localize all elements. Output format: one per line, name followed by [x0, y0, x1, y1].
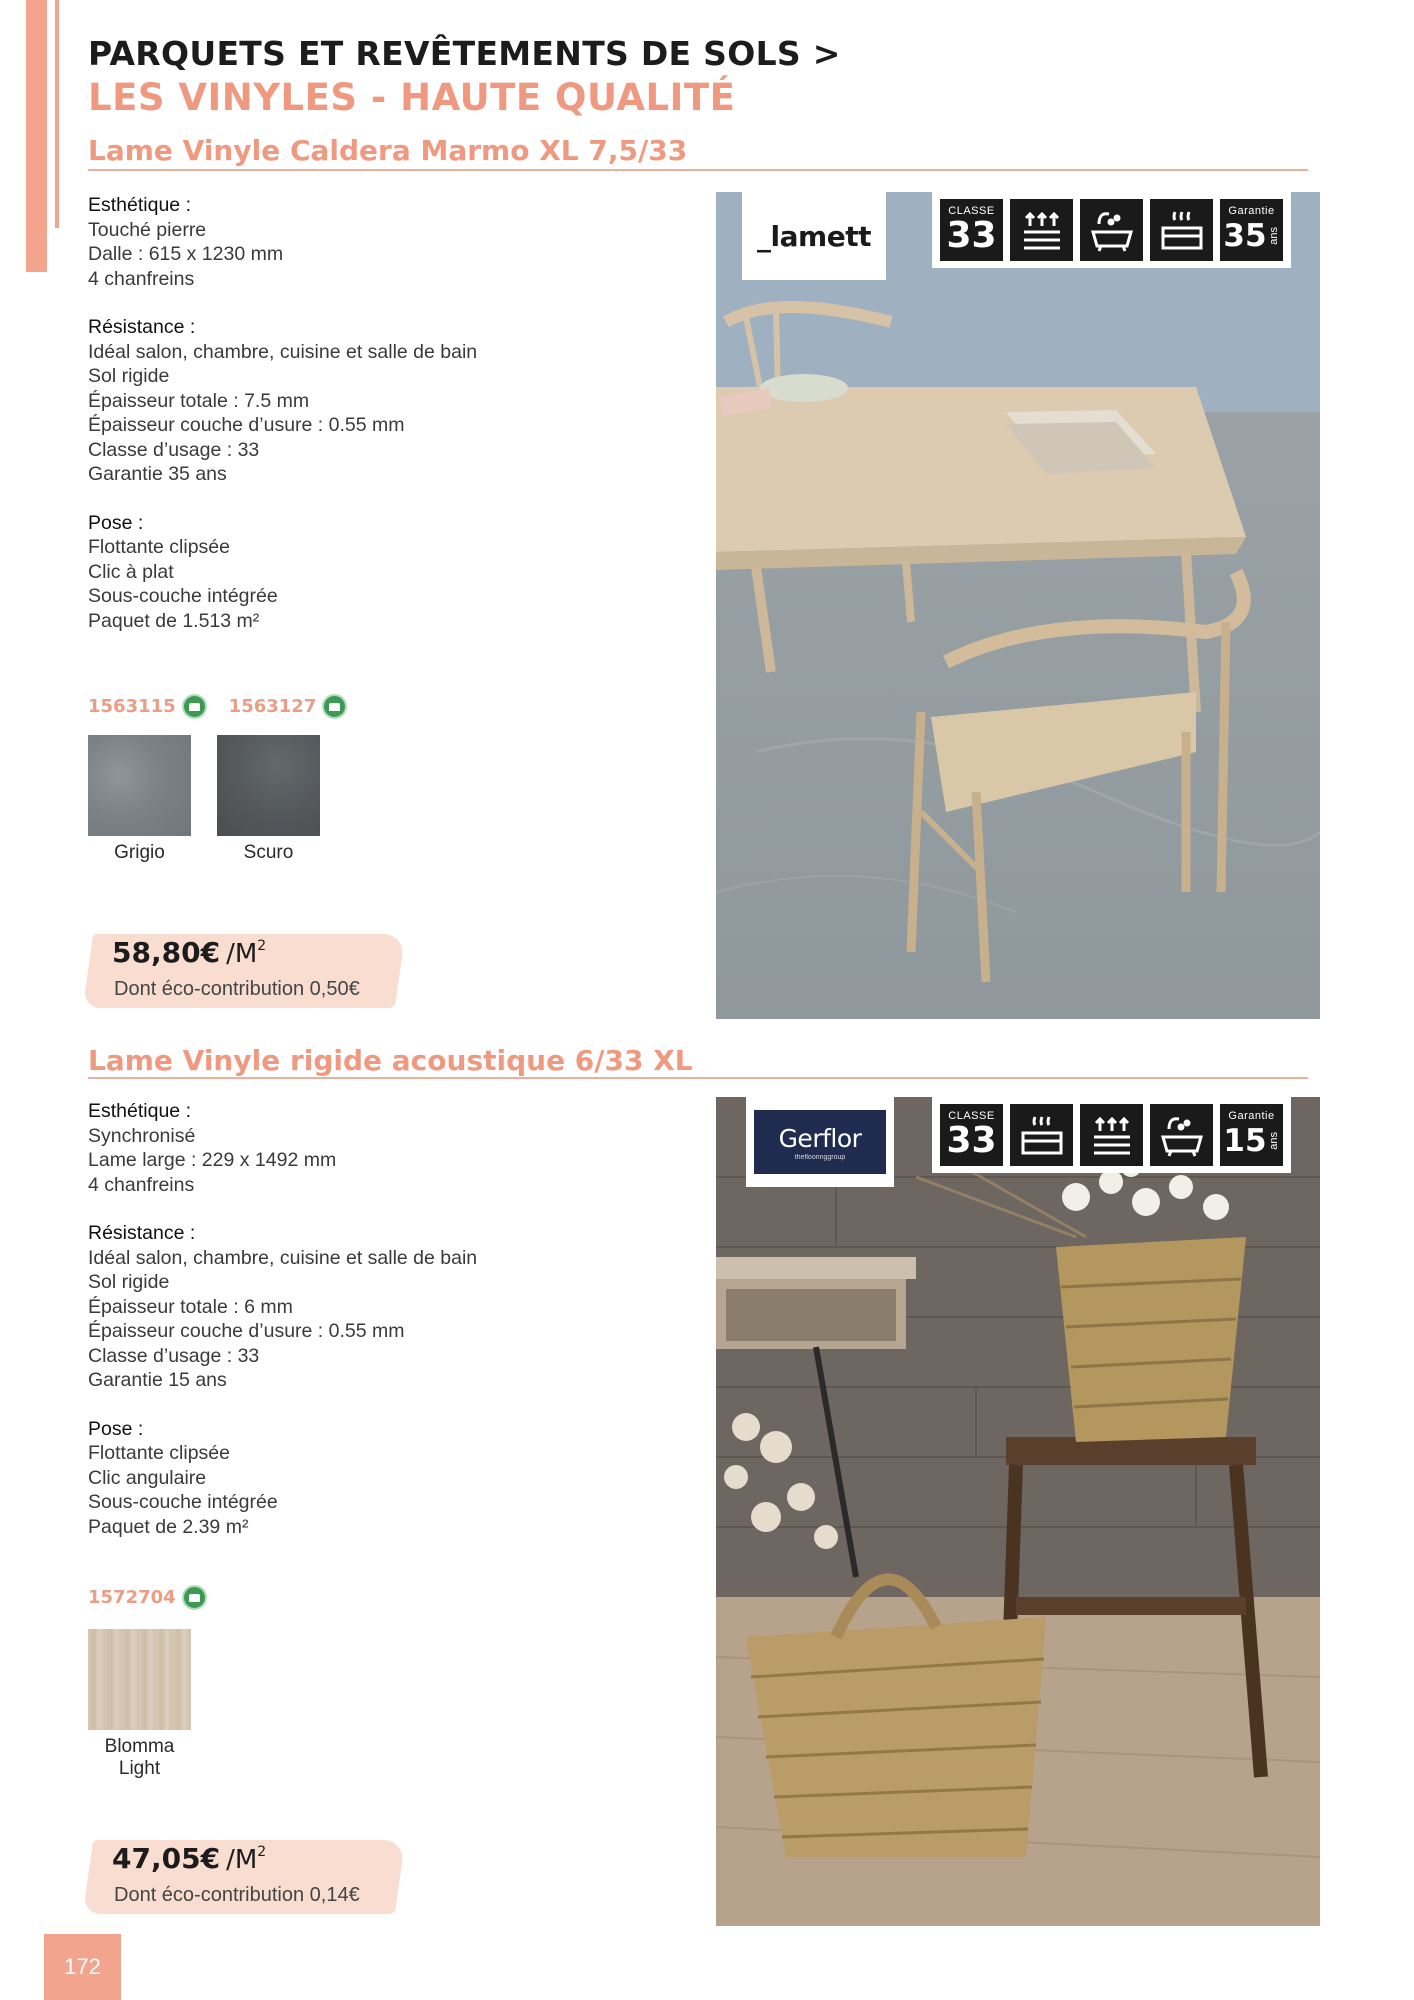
spec-line: Idéal salon, chambre, cuisine et salle de bain [88, 340, 478, 363]
swatch-blomma-light[interactable] [88, 1629, 191, 1780]
title-divider [88, 169, 1308, 171]
spec-line: Classe d’usage : 33 [88, 438, 260, 461]
spec-line: Sous-couche intégrée [88, 1491, 278, 1513]
eco-contribution: Dont éco-contribution 0,14€ [114, 1884, 360, 1906]
spec-line: Synchronisé [88, 1124, 196, 1147]
swatch-tile [217, 735, 320, 836]
brand-logo-lamett: _lamett [742, 192, 886, 280]
swatch-label: Grigio [114, 842, 165, 863]
spec-line: Dalle : 615 x 1230 mm [88, 243, 284, 265]
spec-line: Garantie 35 ans [88, 463, 227, 485]
feature-badges [932, 192, 1291, 268]
product-title: Lame Vinyle rigide acoustique 6/33 XL [88, 1044, 693, 1077]
spec-line: Garantie 15 ans [88, 1369, 227, 1391]
spec-heading: Esthétique : [88, 1100, 191, 1122]
traffic-arrows-icon [1010, 199, 1073, 261]
swatch-label: Scuro [243, 842, 294, 863]
dining-room-photo [716, 192, 1320, 1019]
spec-line: 4 chanfreins [88, 1173, 195, 1196]
bathroom-icon [1080, 199, 1143, 261]
swatch-scuro[interactable] [217, 735, 320, 864]
living-room-photo [716, 1097, 1320, 1926]
title-divider [88, 1077, 1308, 1079]
traffic-arrows-icon [1080, 1104, 1143, 1166]
spec-line: Sol rigide [88, 1271, 170, 1293]
swatch-tile [88, 735, 191, 836]
kitchen-icon [1150, 199, 1213, 261]
spec-line: Épaisseur couche d’usure : 0.55 mm [88, 414, 405, 436]
spec-group-installation [88, 511, 608, 634]
swatch-tile [88, 1629, 191, 1730]
sku-list [88, 694, 347, 719]
eco-label-icon [322, 694, 347, 719]
spec-heading: Pose : [88, 511, 144, 534]
usage-class-badge: CLASSE 33 [940, 1104, 1003, 1166]
price-unit: $/M^2$ [226, 1844, 267, 1875]
sku-list [88, 1585, 207, 1610]
sku-code: 1563127 [229, 694, 348, 719]
price-tag [88, 1834, 400, 1916]
eco-label-icon [182, 694, 207, 719]
spec-group-aesthetic [88, 193, 608, 291]
accent-bar-thin [55, 0, 59, 228]
product-photo [716, 192, 1320, 1019]
sku-code: 1572704 [88, 1585, 207, 1610]
page-title: LES VINYLES - HAUTE QUALITÉ [88, 76, 736, 119]
spec-group-resistance [88, 1221, 608, 1393]
usage-class-badge: CLASSE 33 [940, 199, 1003, 261]
accent-bar [26, 0, 47, 272]
spec-line: 4 chanfreins [88, 267, 195, 290]
sku-code: 1563115 [88, 694, 207, 719]
spec-line: Clic angulaire [88, 1466, 207, 1489]
product-photo [716, 1097, 1320, 1926]
color-swatches [88, 1629, 191, 1780]
spec-heading: Pose : [88, 1417, 144, 1440]
brand-logo-gerflor: Gerflor theflooringgroup [746, 1097, 894, 1187]
spec-line: Clic à plat [88, 560, 174, 583]
product-title: Lame Vinyle Caldera Marmo XL 7,5/33 [88, 134, 688, 167]
bathroom-icon [1150, 1104, 1213, 1166]
product-specs [88, 1099, 608, 1563]
swatch-label: Blomma Light [104, 1736, 175, 1779]
price-tag [88, 928, 400, 1010]
color-swatches [88, 735, 320, 864]
page-number: 172 [44, 1934, 121, 2000]
spec-line: Paquet de 1.513 m² [88, 609, 260, 632]
spec-line: Idéal salon, chambre, cuisine et salle de bain [88, 1246, 478, 1269]
spec-line: Classe d’usage : 33 [88, 1344, 260, 1367]
spec-line: Flottante clipsée [88, 1442, 230, 1464]
kitchen-icon [1010, 1104, 1073, 1166]
price-unit: $/M^2$ [226, 938, 267, 969]
spec-line: Flottante clipsée [88, 536, 230, 558]
eco-contribution: Dont éco-contribution 0,50€ [114, 978, 360, 1000]
guarantee-badge: Garantie 15 ans [1220, 1104, 1283, 1166]
spec-heading: Résistance : [88, 316, 196, 338]
spec-line: Touché pierre [88, 218, 207, 241]
price-value: 47,05€ [112, 1842, 221, 1875]
spec-group-installation [88, 1417, 608, 1540]
spec-line: Sous-couche intégrée [88, 585, 278, 607]
price-value: 58,80€ [112, 936, 221, 969]
product-specs [88, 193, 608, 657]
spec-heading: Esthétique : [88, 194, 191, 216]
spec-line: Épaisseur totale : 6 mm [88, 1295, 293, 1318]
spec-group-aesthetic [88, 1099, 608, 1197]
swatch-grigio[interactable] [88, 735, 191, 864]
spec-line: Lame large : 229 x 1492 mm [88, 1149, 337, 1171]
section-breadcrumb: PARQUETS ET REVÊTEMENTS DE SOLS > [88, 34, 841, 73]
spec-heading: Résistance : [88, 1222, 196, 1244]
eco-label-icon [182, 1585, 207, 1610]
spec-line: Paquet de 2.39 m² [88, 1515, 249, 1538]
spec-line: Épaisseur couche d’usure : 0.55 mm [88, 1320, 405, 1342]
feature-badges [932, 1097, 1291, 1173]
spec-line: Épaisseur totale : 7.5 mm [88, 389, 310, 412]
guarantee-badge: Garantie 35 ans [1220, 199, 1283, 261]
spec-group-resistance [88, 315, 608, 487]
spec-line: Sol rigide [88, 365, 170, 387]
